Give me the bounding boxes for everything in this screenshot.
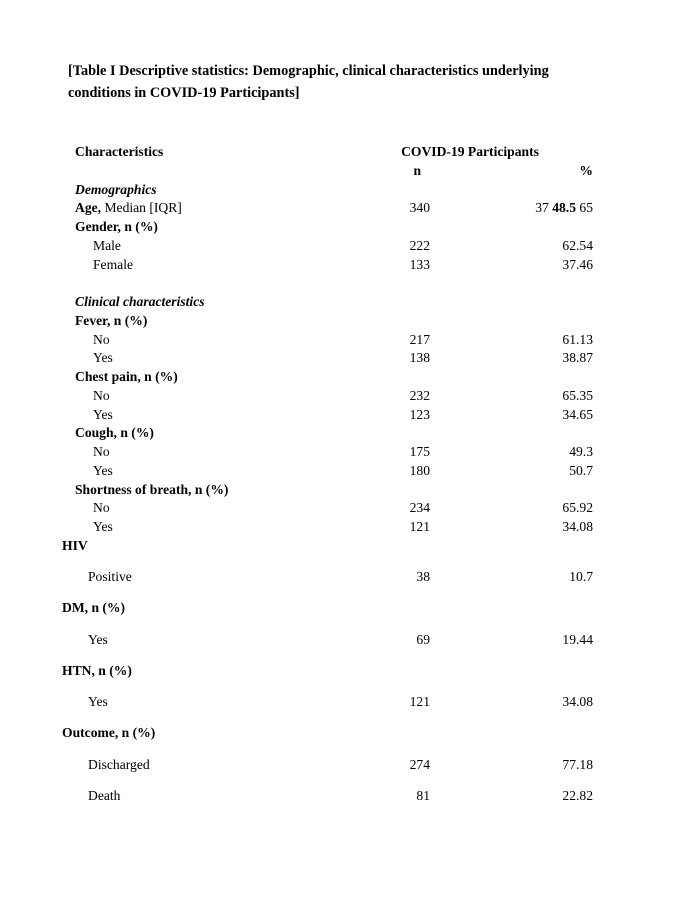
pct-value: 34.65 [562,406,593,422]
pct-value: 61.13 [562,331,593,347]
row-label: Positive [88,569,132,584]
empty-cell [62,162,315,181]
table-row [62,518,593,537]
empty-cell [315,662,430,681]
group-label: HIV [62,537,88,553]
n-value: 121 [409,694,430,709]
table-row [62,406,593,425]
n-value: 138 [409,350,430,366]
table-subheader-row [62,162,593,181]
n-value: 180 [409,462,430,478]
row-label: Yes [88,694,108,709]
table-row [62,462,593,481]
table-row [62,568,593,587]
pct-value: 19.44 [562,631,593,647]
empty-cell [430,312,593,331]
pct-value: 62.54 [562,237,593,253]
empty-cell [430,293,593,312]
table-title-line2: conditions in COVID-19 Participants] [68,84,300,101]
empty-cell [315,537,430,556]
empty-cell [430,368,593,387]
empty-cell [315,368,430,387]
n-value: 69 [416,631,430,647]
table-row [62,181,593,200]
table-row [62,237,593,256]
table-row [62,312,593,331]
row-label: No [93,500,110,516]
table-row [62,631,593,650]
n-column-header: n [413,162,421,178]
group-label: Fever, n (%) [75,312,148,328]
row-label: No [93,331,110,347]
blank-line [62,274,593,293]
row-label [62,199,315,218]
empty-cell [430,181,593,200]
table-row [62,599,593,618]
table-row [62,331,593,350]
empty-cell [430,424,593,443]
empty-cell [430,537,593,556]
table-title-line1: [Table I Descriptive statistics: Demographic, clinical characteristics underlying [68,63,549,79]
n-value: 234 [409,500,430,516]
pct-value: 34.08 [562,519,593,534]
table-row [62,662,593,681]
group-label: Shortness of breath, n (%) [75,481,229,497]
section-label: Demographics [75,181,157,197]
pct-value: 49.3 [569,444,593,459]
table-row [62,756,593,775]
row-label: Yes [93,519,113,534]
table-row [62,724,593,743]
row-label: No [93,444,110,459]
table-row [62,787,593,806]
row-label: Death [88,787,121,803]
row-label: No [93,387,110,403]
section-label: Clinical characteristics [75,294,205,309]
table-row [62,218,593,237]
table-row [62,368,593,387]
empty-cell [315,424,430,443]
n-value: 133 [409,256,430,272]
group-label: DM, n (%) [62,600,126,616]
n-value: 217 [409,331,430,347]
n-value: 38 [416,569,430,584]
pct-value: 34.08 [562,694,593,709]
row-label-rest: Median [IQR] [101,200,182,216]
empty-cell [315,481,430,500]
n-value: 222 [409,237,430,253]
row-label: Yes [93,406,113,422]
n-value: 340 [409,200,430,216]
pct-value: 65.92 [562,500,593,516]
empty-cell [315,293,430,312]
table-title [68,61,549,104]
n-value: 175 [409,444,430,459]
iqr-values [430,199,593,218]
pct-value: 38.87 [562,350,593,366]
statistics-table [62,143,593,806]
empty-cell [315,599,430,618]
pct-column-header: % [579,162,593,178]
table-header-row [62,143,593,162]
row-label-bold: Age, [75,200,102,216]
table-row [62,293,593,312]
empty-cell [430,724,593,743]
pct-value: 10.7 [569,569,593,584]
n-value: 123 [409,406,430,422]
table-row [62,481,593,500]
pct-value: 37.46 [562,256,593,272]
empty-cell [315,724,430,743]
pct-value: 50.7 [569,462,593,478]
row-label: Discharged [88,756,150,772]
n-value: 81 [416,787,430,803]
row-label: Yes [93,350,113,366]
row-label: Yes [88,631,108,647]
median-value: 48.5 [552,200,576,216]
table-row [62,387,593,406]
pct-value: 65.35 [562,387,593,403]
empty-cell [430,662,593,681]
group-label: Cough, n (%) [75,425,154,441]
table-row [62,199,593,218]
iqr-low: 37 [535,200,549,216]
row-label: Male [93,237,121,253]
empty-cell [315,312,430,331]
group-label: Outcome, n (%) [62,725,156,741]
group-label: Gender, n (%) [75,219,158,234]
row-label: Yes [93,462,113,478]
table-row [62,443,593,462]
empty-cell [430,218,593,237]
table-row [62,349,593,368]
table-row [62,424,593,443]
characteristics-header: Characteristics [75,144,164,159]
n-value: 232 [409,387,430,403]
group-label: HTN, n (%) [62,662,132,678]
empty-cell [315,181,430,200]
empty-cell [430,481,593,500]
group-label: Chest pain, n (%) [75,369,178,384]
table-row [62,537,593,556]
empty-cell [315,218,430,237]
pct-value: 22.82 [562,787,593,803]
group-header: COVID-19 Participants [401,144,539,159]
table-row [62,499,593,518]
empty-cell [430,599,593,618]
n-value: 121 [409,519,430,534]
iqr-high: 65 [579,200,593,216]
pct-value: 77.18 [562,756,593,772]
row-label: Female [93,256,134,272]
n-value: 274 [409,756,430,772]
table-row [62,256,593,275]
table-row [62,693,593,712]
